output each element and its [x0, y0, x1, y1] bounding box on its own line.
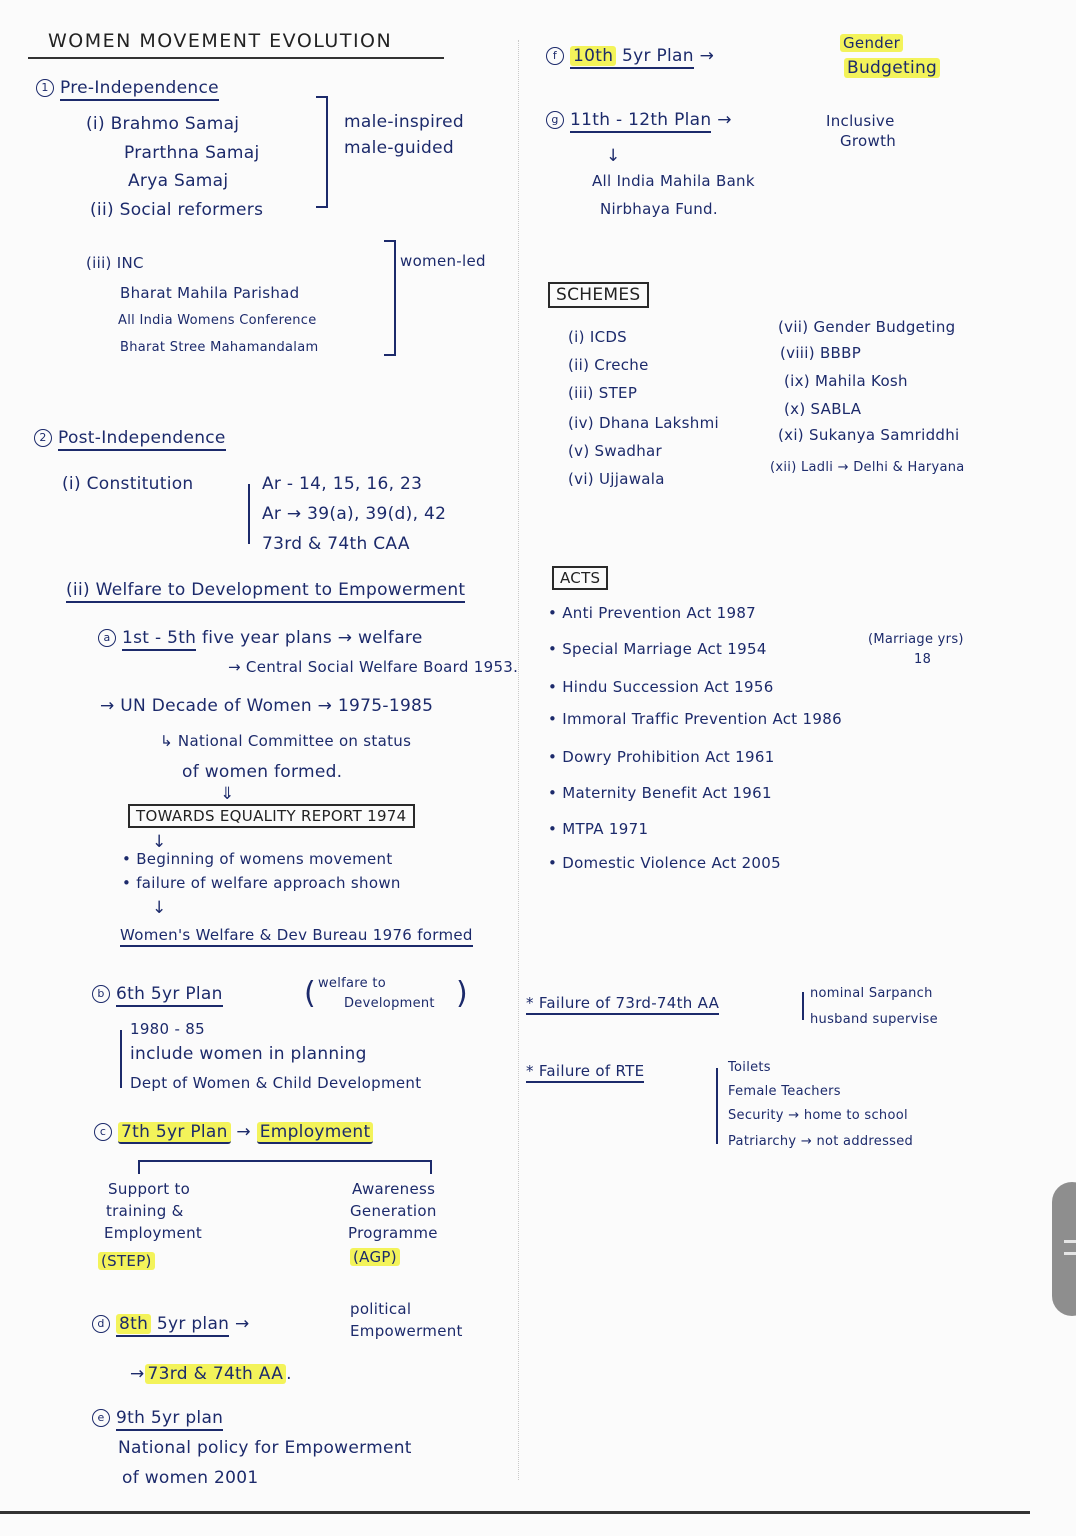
report-point: • failure of welfare approach shown — [122, 874, 401, 892]
branch-line — [120, 1030, 122, 1088]
plan-c-right: Programme — [348, 1224, 438, 1242]
plan-c: c 7th 5yr Plan → Employment — [94, 1122, 373, 1142]
scheme-item: (viii) BBBP — [780, 344, 862, 362]
side-drag-handle[interactable] — [1052, 1182, 1076, 1316]
act-item: • Maternity Benefit Act 1961 — [548, 784, 772, 802]
plan-b-branch: include women in planning — [130, 1044, 367, 1064]
plan-c-right: Awareness — [352, 1180, 436, 1198]
failure-rte-point: Security → home to school — [728, 1108, 908, 1123]
failure-rte-label: * Failure of RTE — [526, 1062, 644, 1080]
constitution-branch: Ar → 39(a), 39(d), 42 — [262, 504, 447, 524]
scheme-item: (vii) Gender Budgeting — [778, 318, 956, 336]
plan-b-paren: welfare to — [318, 976, 387, 991]
plan-g: g 11th - 12th Plan → — [546, 110, 732, 130]
branch-line — [248, 484, 250, 544]
column-divider — [518, 40, 519, 1480]
handle-grip-icon — [1064, 1240, 1076, 1243]
plan-g-focus: Growth — [840, 132, 897, 150]
welfare-heading: (ii) Welfare to Development to Empowerment — [66, 580, 465, 600]
plan-b-paren: Development — [344, 996, 435, 1011]
plan-d-focus: political — [350, 1300, 412, 1318]
plan-c-right: Generation — [350, 1202, 437, 1220]
plan-a: a 1st - 5th five year plans → welfare — [98, 628, 423, 648]
branch-line — [430, 1160, 432, 1174]
scheme-item: (x) SABLA — [784, 400, 862, 418]
branch-line — [138, 1160, 140, 1174]
constitution-branch: Ar - 14, 15, 16, 23 — [262, 474, 423, 494]
plan-d-focus: Empowerment — [350, 1322, 463, 1340]
branch-line — [716, 1068, 718, 1144]
paren-close: ) — [456, 976, 469, 1011]
act-item: • Domestic Violence Act 2005 — [548, 854, 781, 872]
act-item: • Special Marriage Act 1954 — [548, 640, 767, 658]
note-male-inspired: male-inspired — [344, 112, 464, 132]
branch-line — [138, 1160, 432, 1162]
act-item: • MTPA 1971 — [548, 820, 649, 838]
bracket — [384, 240, 396, 356]
plan-f: f 10th 5yr Plan → — [546, 46, 714, 66]
act-item: • Anti Prevention Act 1987 — [548, 604, 757, 622]
down-arrow: ↓ — [152, 832, 167, 852]
act-item: • Hindu Succession Act 1956 — [548, 678, 774, 696]
marriage-note: (Marriage yrs) — [868, 632, 964, 647]
pre-item: Arya Samaj — [128, 171, 229, 191]
pre-item: (iii) INC — [86, 254, 144, 272]
branch-line — [802, 992, 804, 1020]
plan-c-left: Support to — [108, 1180, 191, 1198]
pre-item: Prarthna Samaj — [124, 143, 260, 163]
note-male-guided: male-guided — [344, 138, 454, 158]
failure-rte-point: Toilets — [728, 1060, 771, 1075]
failure-rte-point: Patriarchy → not addressed — [728, 1134, 914, 1149]
scheme-item: (xi) Sukanya Samriddhi — [778, 426, 960, 444]
plan-c-left: training & — [106, 1202, 184, 1220]
plan-b: b 6th 5yr Plan — [92, 984, 223, 1004]
scheme-item: (ii) Creche — [568, 356, 649, 374]
report-box: TOWARDS EQUALITY REPORT 1974 — [128, 804, 415, 828]
down-arrow: ⇓ — [220, 784, 235, 804]
scheme-item: (v) Swadhar — [568, 442, 663, 460]
scheme-item: (ix) Mahila Kosh — [784, 372, 908, 390]
plan-b-branch: Dept of Women & Child Development — [130, 1074, 422, 1092]
section-number-badge: 1 — [36, 79, 54, 97]
post-independence-heading: 2 Post-Independence — [34, 428, 226, 448]
plan-d: d 8th 5yr plan → — [92, 1314, 250, 1334]
pre-item: Bharat Mahila Parishad — [120, 284, 300, 302]
failure-aa-point: nominal Sarpanch — [810, 986, 933, 1001]
pre-item: Bharat Stree Mahamandalam — [120, 340, 319, 355]
scheme-item: (xii) Ladli → Delhi & Haryana — [770, 460, 965, 475]
failure-aa-label: * Failure of 73rd-74th AA — [526, 994, 719, 1012]
page-title: WOMEN MOVEMENT EVOLUTION — [48, 30, 393, 52]
schemes-heading: SCHEMES — [548, 282, 649, 308]
agp-abbr: (AGP) — [350, 1248, 400, 1266]
down-arrow: ↓ — [606, 146, 621, 166]
failure-aa-point: husband supervise — [810, 1012, 938, 1027]
plan-e-line: of women 2001 — [122, 1468, 259, 1488]
pre-independence-heading: 1 Pre-Independence — [36, 78, 219, 98]
acts-heading: ACTS — [552, 566, 608, 590]
plan-e-line: National policy for Empowerment — [118, 1438, 412, 1458]
committee-line: ↳ National Committee on status — [160, 732, 412, 750]
section-number-badge: 2 — [34, 429, 52, 447]
plan-c-left: Employment — [104, 1224, 203, 1242]
bureau-formed: Women's Welfare & Dev Bureau 1976 formed — [120, 926, 473, 944]
step-abbr: (STEP) — [98, 1252, 155, 1270]
marriage-note-age: 18 — [914, 652, 932, 667]
act-item: • Immoral Traffic Prevention Act 1986 — [548, 710, 842, 728]
pre-item: (ii) Social reformers — [90, 200, 264, 220]
act-item: • Dowry Prohibition Act 1961 — [548, 748, 775, 766]
plan-f-focus: Gender — [840, 34, 903, 52]
pre-item: All India Womens Conference — [118, 313, 317, 328]
scheme-item: (iii) STEP — [568, 384, 638, 402]
bracket — [316, 96, 328, 208]
pre-item: (i) Brahmo Samaj — [86, 114, 240, 134]
down-arrow: ↓ — [152, 898, 167, 918]
scheme-item: (i) ICDS — [568, 328, 628, 346]
page-bottom-rule — [0, 1511, 1030, 1514]
committee-line: of women formed. — [182, 762, 343, 782]
plan-b-branch: 1980 - 85 — [130, 1020, 205, 1038]
paren-open: ( — [304, 976, 317, 1011]
scheme-item: (vi) Ujjawala — [568, 470, 665, 488]
failure-rte-point: Female Teachers — [728, 1084, 841, 1099]
title-underline — [28, 57, 444, 59]
scheme-item: (iv) Dhana Lakshmi — [568, 414, 719, 432]
constitution-branch: 73rd & 74th CAA — [262, 534, 410, 554]
constitution-label: (i) Constitution — [62, 474, 194, 494]
plan-a-sub: → Central Social Welfare Board 1953. — [228, 658, 519, 676]
plan-d-sub: → 73rd & 74th AA . — [130, 1364, 292, 1384]
plan-g-focus: Inclusive — [826, 112, 895, 130]
plan-f-focus: Budgeting — [844, 58, 940, 78]
un-decade: → UN Decade of Women → 1975-1985 — [100, 696, 434, 716]
report-point: • Beginning of womens movement — [122, 850, 393, 868]
handle-grip-icon — [1064, 1252, 1076, 1255]
plan-g-item: All India Mahila Bank — [592, 172, 755, 190]
plan-e: e 9th 5yr plan — [92, 1408, 223, 1428]
plan-g-item: Nirbhaya Fund. — [600, 200, 718, 218]
note-women-led: women-led — [400, 252, 486, 270]
